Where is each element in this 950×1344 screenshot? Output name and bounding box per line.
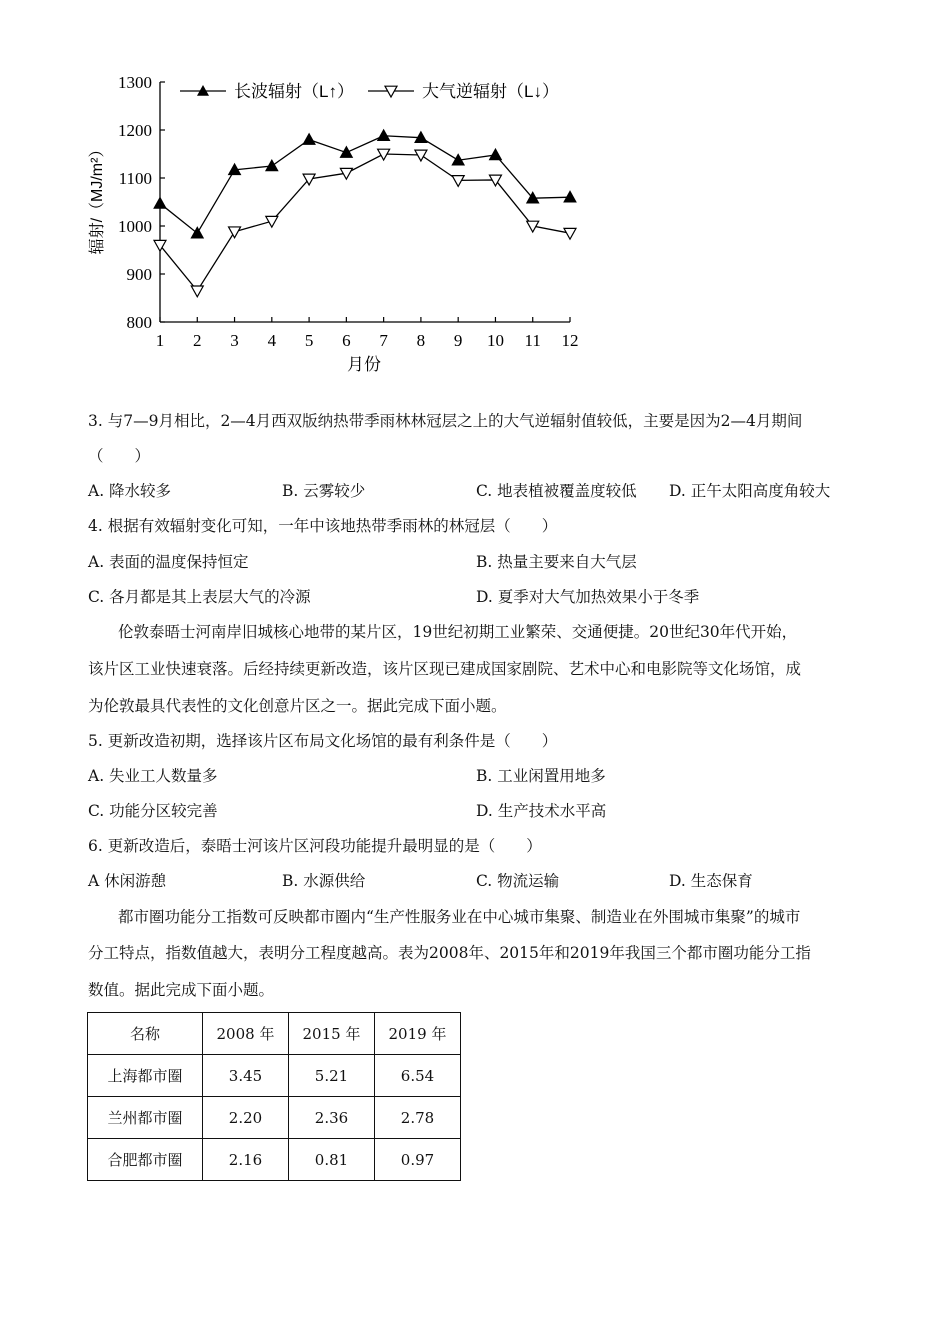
data-point-counter <box>191 286 203 297</box>
data-point-longwave <box>266 160 278 171</box>
series-line <box>160 154 570 291</box>
q6-option-a[interactable]: A 休闲游憩 <box>88 872 167 890</box>
radiation-line-chart <box>80 64 600 384</box>
chart-series <box>154 130 576 297</box>
data-point-longwave <box>191 227 203 238</box>
legend-label: 大气逆辐射（L↓） <box>422 82 559 101</box>
table-cell: 6.54 <box>375 1055 461 1097</box>
y-tick-label: 1100 <box>118 169 152 188</box>
passage1-line3: 为伦敦最具代表性的文化创意片区之一。据此完成下面小题。 <box>88 697 507 715</box>
q3-paren: （ ） <box>88 447 151 465</box>
table-cell: 2.20 <box>203 1097 289 1139</box>
q6-stem: 6. 更新改造后，泰晤士河该片区河段功能提升最明显的是（ ） <box>88 837 542 855</box>
x-tick-label: 11 <box>524 331 541 350</box>
passage2-line1: 都市圈功能分工指数可反映都市圈内“生产性服务业在中心城市集聚、制造业在外围城市集聚”的城市 <box>118 908 801 926</box>
data-point-counter <box>415 150 427 161</box>
q6-option-d[interactable]: D. 生态保育 <box>669 872 753 890</box>
x-tick-label: 5 <box>304 331 314 350</box>
passage1-line1: 伦敦泰晤士河南岸旧城核心地带的某片区，19世纪初期工业繁荣、交通便捷。20世纪30年代开始， <box>118 623 798 641</box>
q4-option-c[interactable]: C. 各月都是其上表层大气的冷源 <box>88 588 311 606</box>
table-header-cell: 2015 年 <box>289 1013 375 1055</box>
table-header-cell: 2008 年 <box>203 1013 289 1055</box>
chart-legend <box>180 82 559 101</box>
passage2-line2: 分工特点，指数值越大，表明分工程度越高。表为2008年、2015年和2019年我国三个都市圈功能分工指 <box>88 944 811 962</box>
series-line <box>160 136 570 233</box>
q3-option-b[interactable]: B. 云雾较少 <box>282 482 366 500</box>
x-tick-label: 3 <box>230 331 239 350</box>
x-tick-label: 9 <box>453 331 463 350</box>
table-cell: 合肥都市圈 <box>88 1139 203 1181</box>
data-point-longwave <box>154 197 166 208</box>
passage1-line2: 该片区工业快速衰落。后经持续更新改造，该片区现已建成国家剧院、艺术中心和电影院等文化场馆，成 <box>88 660 802 678</box>
x-tick-label: 10 <box>486 331 504 350</box>
x-tick-label: 4 <box>267 331 277 350</box>
q4-option-a[interactable]: A. 表面的温度保持恒定 <box>88 553 249 571</box>
q5-option-c[interactable]: C. 功能分区较完善 <box>88 802 218 820</box>
x-tick-label: 8 <box>416 331 426 350</box>
y-axis-label: 辐射/（MJ/m²） <box>89 141 106 255</box>
q3-stem: 3. 与7—9月相比，2—4月西双版纳热带季雨林林冠层之上的大气逆辐射值较低，主要是因为2—4月期间 <box>88 412 803 430</box>
q5-stem: 5. 更新改造初期，选择该片区布局文化场馆的最有利条件是（ ） <box>88 732 558 750</box>
data-point-counter <box>564 228 576 239</box>
data-point-longwave <box>340 147 352 158</box>
table-cell: 0.97 <box>375 1139 461 1181</box>
data-point-longwave <box>378 130 390 141</box>
table-cell: 2.78 <box>375 1097 461 1139</box>
q3-option-a[interactable]: A. 降水较多 <box>88 482 172 500</box>
q4-option-b[interactable]: B. 热量主要来自大气层 <box>476 553 637 571</box>
q6-option-c[interactable]: C. 物流运输 <box>476 872 560 890</box>
data-point-counter <box>452 176 464 187</box>
y-tick-label: 1200 <box>118 121 152 140</box>
data-point-longwave <box>489 149 501 160</box>
y-tick-label: 800 <box>126 313 152 332</box>
table-cell: 2.36 <box>289 1097 375 1139</box>
legend-label: 长波辐射（L↑） <box>234 82 354 101</box>
q3-option-d[interactable]: D. 正午太阳高度角较大 <box>669 482 831 500</box>
y-tick-label: 1300 <box>118 73 152 92</box>
table-row <box>88 1055 461 1097</box>
data-point-counter <box>229 227 241 238</box>
x-axis-label: 月份 <box>347 355 381 374</box>
y-tick-labels <box>118 73 152 332</box>
x-tick-label: 2 <box>193 331 202 350</box>
table-header-row <box>88 1013 461 1055</box>
x-tick-label: 12 <box>561 331 579 350</box>
table-cell: 上海都市圈 <box>88 1055 203 1097</box>
x-tick-label: 6 <box>342 331 351 350</box>
q4-option-d[interactable]: D. 夏季对大气加热效果小于冬季 <box>476 588 700 606</box>
y-tick-label: 900 <box>126 265 152 284</box>
table-cell: 兰州都市圈 <box>88 1097 203 1139</box>
table-header-cell: 2019 年 <box>375 1013 461 1055</box>
table-cell: 3.45 <box>203 1055 289 1097</box>
table-header-cell: 名称 <box>88 1013 203 1055</box>
table-row <box>88 1097 461 1139</box>
table-row <box>88 1139 461 1181</box>
y-tick-label: 1000 <box>118 217 152 236</box>
q5-option-b[interactable]: B. 工业闲置用地多 <box>476 767 606 785</box>
table-cell: 0.81 <box>289 1139 375 1181</box>
q3-option-c[interactable]: C. 地表植被覆盖度较低 <box>476 482 637 500</box>
x-tick-label: 1 <box>155 331 165 350</box>
metro-index-table <box>87 1012 461 1181</box>
table-cell: 2.16 <box>203 1139 289 1181</box>
x-tick-label: 7 <box>379 331 388 350</box>
x-tick-labels <box>156 331 579 350</box>
q6-option-b[interactable]: B. 水源供给 <box>282 872 366 890</box>
q5-option-d[interactable]: D. 生产技术水平高 <box>476 802 607 820</box>
q5-option-a[interactable]: A. 失业工人数量多 <box>88 767 218 785</box>
q4-stem: 4. 根据有效辐射变化可知，一年中该地热带季雨林的林冠层（ ） <box>88 517 558 535</box>
table-cell: 5.21 <box>289 1055 375 1097</box>
data-point-longwave <box>564 191 576 202</box>
chart-axes <box>160 82 570 322</box>
data-point-longwave <box>303 134 315 145</box>
passage2-line3: 数值。据此完成下面小题。 <box>88 981 275 999</box>
